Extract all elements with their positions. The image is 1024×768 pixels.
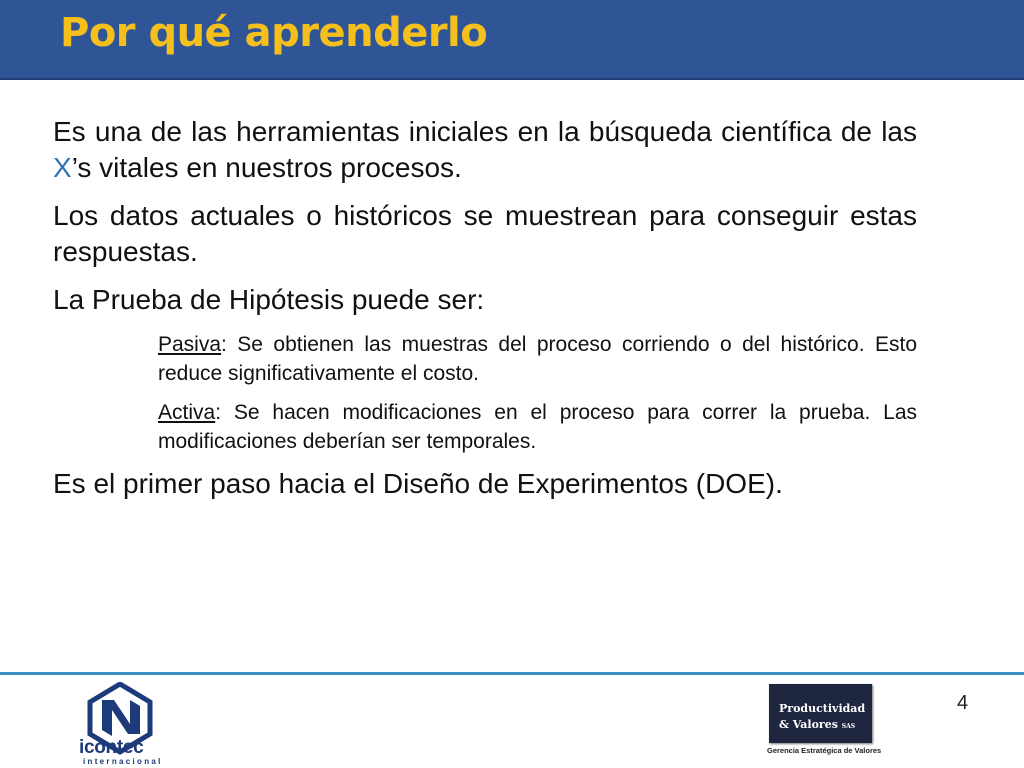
slide-title: Por qué aprenderlo — [60, 10, 488, 56]
sub-item-pasiva — [158, 330, 917, 388]
x-variable: X — [53, 152, 72, 183]
slide-body — [53, 114, 917, 514]
pasiva-term: Pasiva — [158, 333, 222, 356]
pasiva-text: : Se obtienen las muestras del proceso corriendo o del histórico. Esto reduce significativamente el costo. — [158, 333, 917, 385]
productividad-valores-logo — [769, 684, 872, 743]
paragraph-1 — [53, 114, 917, 186]
pv-logo-line2 — [779, 718, 855, 731]
activa-term: Activa — [158, 401, 216, 424]
paragraph-3: La Prueba de Hipótesis puede ser: — [53, 284, 485, 315]
pv-tagline: Gerencia Estratégica de Valores — [767, 746, 882, 755]
paragraph-1-start: Es una de las herramientas iniciales en la búsqueda científica de las — [53, 116, 917, 147]
title-bar — [0, 0, 1024, 80]
pv-logo-sas: SAS — [841, 723, 856, 730]
footer-divider — [0, 672, 1024, 675]
pv-logo-line1: Productividad — [779, 702, 866, 715]
paragraph-4: Es el primer paso hacia el Diseño de Experimentos (DOE). — [53, 468, 783, 499]
paragraph-1-end: ’s vitales en nuestros procesos. — [71, 152, 462, 183]
sub-item-activa — [158, 398, 917, 456]
page-number: 4 — [957, 692, 969, 714]
icontec-name: icontec — [79, 737, 144, 758]
paragraph-2: Los datos actuales o históricos se muestrean para conseguir estas respuestas. — [53, 200, 917, 267]
icontec-subtitle: internacional — [83, 757, 163, 766]
pv-logo-line2-text: & Valores — [779, 718, 838, 731]
activa-text: : Se hacen modificaciones en el proceso para correr la prueba. Las modificaciones deberían ser temporales. — [158, 401, 917, 453]
